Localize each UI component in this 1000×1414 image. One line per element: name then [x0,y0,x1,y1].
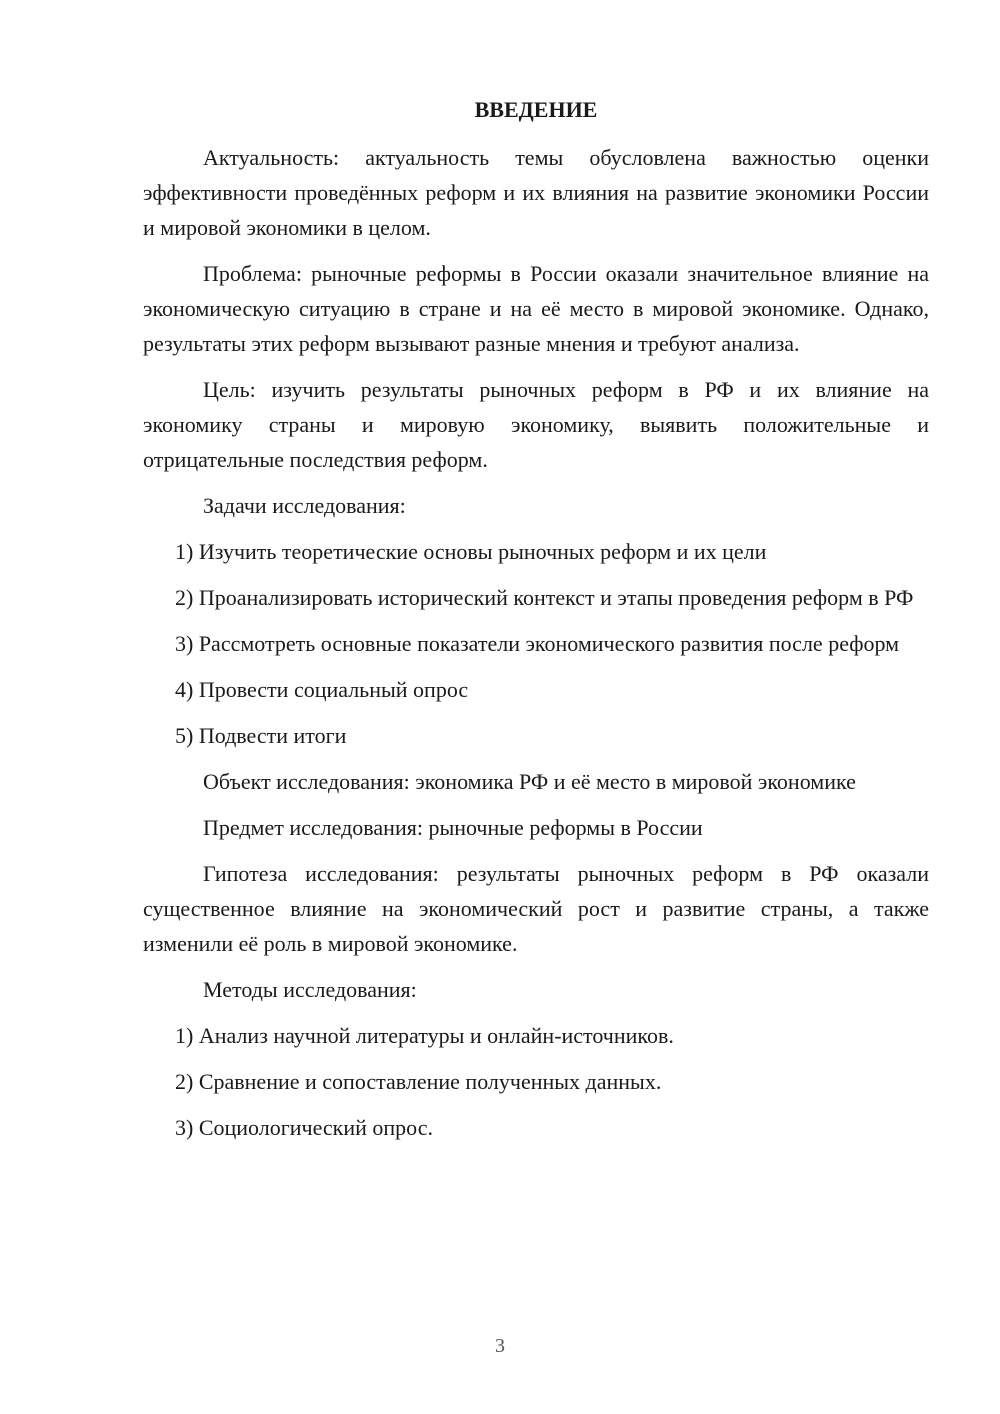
page-title: ВВЕДЕНИЕ [474,97,598,122]
page-number: 3 [495,1335,505,1357]
goal-paragraph: Цель: изучить результаты рыночных реформ в РФ и их влияние на экономику страны и мировую экономику, выявить положительные и отрицательные последствия реформ. [143,377,929,472]
hypothesis-paragraph: Гипотеза исследования: результаты рыночных реформ в РФ оказали существенное влияние на экономический рост и развитие страны, а также изменили её роль в мировой экономике. [143,861,929,956]
tasks-heading: Задачи исследования: [203,493,406,518]
task-item: 3) Рассмотреть основные показатели экономического развития после реформ [175,631,900,656]
task-item: 4) Провести социальный опрос [175,677,469,702]
method-item: 2) Сравнение и сопоставление полученных данных. [175,1069,662,1094]
method-item: 3) Социологический опрос. [175,1115,433,1140]
object-paragraph: Объект исследования: экономика РФ и её место в мировой экономике [203,769,856,794]
task-item: 5) Подвести итоги [175,723,347,748]
method-item: 1) Анализ научной литературы и онлайн-источников. [175,1023,674,1048]
problem-paragraph: Проблема: рыночные реформы в России оказали значительное влияние на экономическую ситуацию в стране и на её место в мировой экономике. Однако, результаты этих реформ вызывают разные мнения и требуют анализа. [143,261,929,356]
document-body [143,95,929,1156]
subject-paragraph: Предмет исследования: рыночные реформы в России [203,815,703,840]
task-item: 1) Изучить теоретические основы рыночных реформ и их цели [175,539,767,564]
methods-heading: Методы исследования: [203,977,417,1002]
relevance-paragraph: Актуальность: актуальность темы обусловлена важностью оценки эффективности проведённых реформ и их влияния на развитие экономики России и мировой экономики в целом. [143,145,929,240]
task-item: 2) Проанализировать исторический контекст и этапы проведения реформ в РФ [175,585,914,610]
